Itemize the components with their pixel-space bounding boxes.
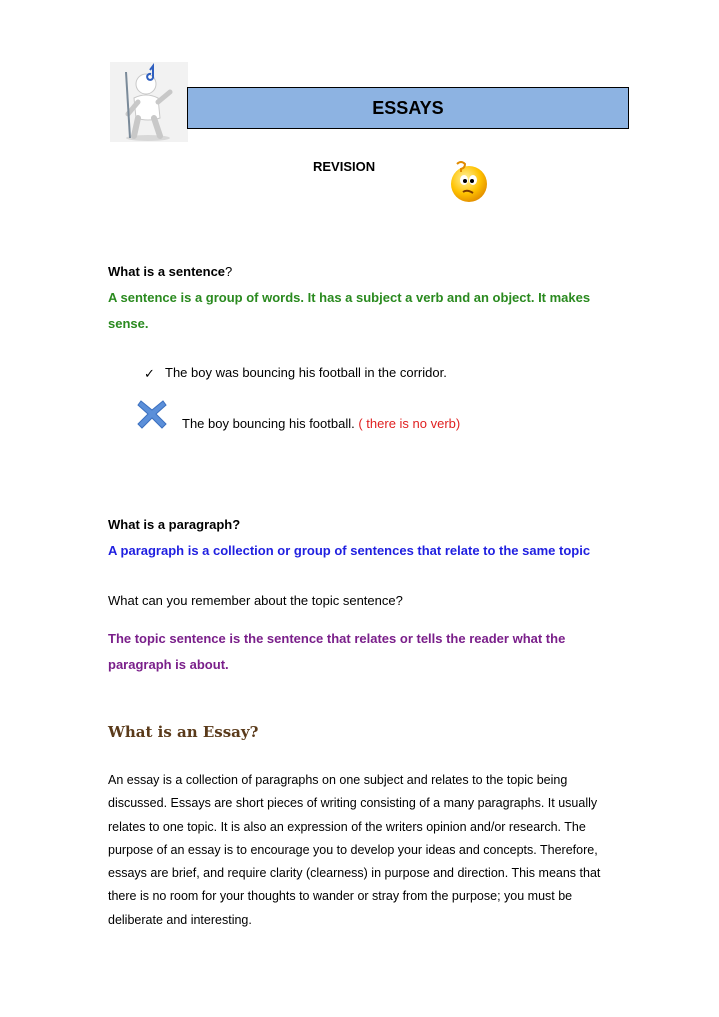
essay-line: purpose of an essay is to encourage you to develop your ideas and concepts. Therefore,: [108, 842, 598, 857]
sentence-definition-line1: A sentence is a group of words. It has a subject a verb and an object. It makes: [108, 290, 591, 305]
cross-icon: [135, 397, 169, 431]
essay-body-paragraph: [108, 769, 636, 932]
page-title: ESSAYS: [187, 87, 629, 129]
thinking-smiley-icon: [445, 158, 491, 204]
essay-heading: What is an Essay?: [108, 723, 259, 741]
topic-sentence-answer-line1: The topic sentence is the sentence that relates or tells the reader what the: [108, 631, 566, 646]
topic-sentence-answer-line2: paragraph is about.: [108, 657, 229, 672]
paragraph-definition: A paragraph is a collection or group of sentences that relate to the same topic: [108, 543, 591, 558]
correct-example: The boy was bouncing his football in the corridor.: [165, 365, 447, 380]
sentence-question: [108, 259, 232, 285]
sentence-question-mark: ?: [225, 264, 233, 279]
essay-line: discussed. Essays are short pieces of writing consisting of a many paragraphs. It usually: [108, 796, 598, 811]
sentence-question-text: What is a sentence: [108, 264, 226, 279]
wrong-example: [182, 411, 460, 437]
topic-sentence-question: What can you remember about the topic sentence?: [108, 593, 403, 608]
header-figure-image: [110, 62, 188, 142]
page-subtitle: REVISION: [313, 159, 376, 174]
wrong-example-text: The boy bouncing his football.: [182, 416, 355, 431]
essay-line: there is no room for your thoughts to wander or stray from the purpose; you must be: [108, 889, 573, 904]
essay-line: deliberate and interesting.: [108, 912, 252, 927]
checkmark-icon: ✓: [144, 366, 155, 381]
paragraph-question: What is a paragraph?: [108, 517, 241, 532]
essay-line: An essay is a collection of paragraphs on one subject and relates to the topic being: [108, 773, 568, 787]
sentence-definition-line2: sense.: [108, 316, 149, 331]
wrong-example-note: ( there is no verb): [358, 416, 461, 431]
essay-line: relates to one topic. It is also an expression of the writers opinion and/or research. The: [108, 819, 586, 834]
essay-line: essays are brief, and require clarity (clearness) in purpose and direction. This means that: [108, 866, 601, 881]
